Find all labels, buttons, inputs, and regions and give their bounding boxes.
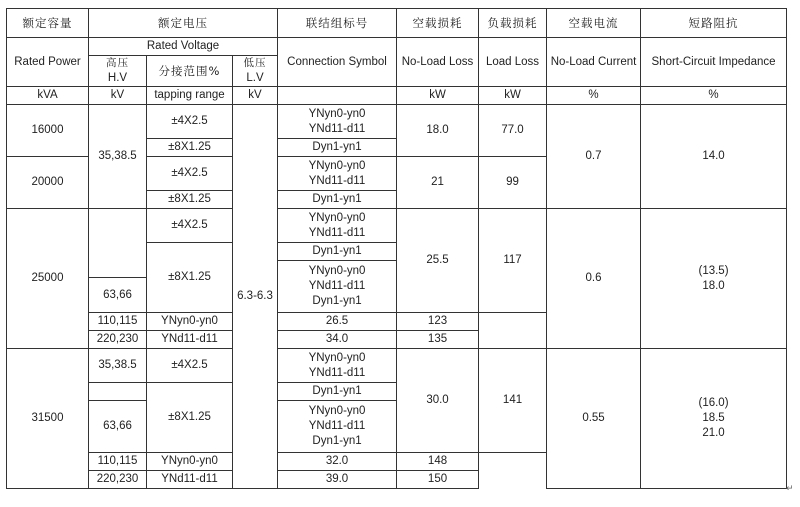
unit-imp: % xyxy=(641,87,787,105)
connection-header: Connection Symbol xyxy=(278,38,397,87)
impedance-cn-header: 短路阻抗 xyxy=(641,9,787,38)
connection-symbol: YNd11-d11 xyxy=(308,226,366,239)
hv-220-230-b: 220,230 xyxy=(89,471,147,489)
hv-label: H.V xyxy=(107,72,128,84)
hv-63-66-b: 63,66 xyxy=(89,401,147,453)
connection-cell xyxy=(278,261,397,313)
connection-symbol: YNd11-d11 xyxy=(147,471,233,489)
connection-symbol: YNyn0-yn0 xyxy=(308,107,366,120)
connection-cell xyxy=(278,401,397,453)
tap-4x-3: ±4X2.5 xyxy=(147,209,233,243)
lv-value: 6.3-6.3 xyxy=(233,105,278,489)
hv-header xyxy=(89,56,147,87)
connection-symbol: YNyn0-yn0 xyxy=(308,159,366,172)
hv-blank-31500 xyxy=(89,383,147,401)
tap-8x-3: ±8X1.25 xyxy=(147,243,233,313)
unit-hv: kV xyxy=(89,87,147,105)
tapping-cn-header: 分接范围% xyxy=(147,56,233,87)
imp-b xyxy=(641,209,787,349)
nll-20000: 21 xyxy=(397,157,479,209)
tap-4x-4: ±4X2.5 xyxy=(147,349,233,383)
power-20000: 20000 xyxy=(7,157,89,209)
connection-symbol: YNyn0-yn0 xyxy=(147,453,233,471)
unit-ll: kW xyxy=(479,87,547,105)
power-16000: 16000 xyxy=(7,105,89,157)
impedance-header: Short-Circuit Impedance xyxy=(641,38,787,87)
tap-8x-2: ±8X1.25 xyxy=(147,191,233,209)
tap-8x-4: ±8X1.25 xyxy=(147,383,233,453)
unit-lv: kV xyxy=(233,87,278,105)
connection-symbol: YNyn0-yn0 xyxy=(147,313,233,331)
return-mark: ↵ xyxy=(786,484,794,494)
unit-nll: kW xyxy=(397,87,479,105)
load-loss-cn-header: 负载损耗 xyxy=(479,9,547,38)
nll-25000: 25.5 xyxy=(397,209,479,313)
nlc-c: 0.55 xyxy=(547,349,641,489)
connection-symbol: YNyn0-yn0 xyxy=(308,351,366,364)
nll-25000-110: 26.5 xyxy=(278,313,397,331)
imp-a: 14.0 xyxy=(641,105,787,209)
no-load-current-header: No-Load Current xyxy=(547,38,641,87)
ll-31500-220: 150 xyxy=(397,471,479,489)
connection-symbol: YNd11-d11 xyxy=(308,420,366,432)
connection-symbol: YNd11-d11 xyxy=(147,331,233,349)
impedance-value: 18.5 xyxy=(702,412,725,424)
ll-31500: 141 xyxy=(479,349,547,453)
hv-35-38.5-b: 35,38.5 xyxy=(89,349,147,383)
connection-symbol: YNd11-d11 xyxy=(308,280,366,292)
unit-connection xyxy=(278,87,397,105)
impedance-value: (13.5) xyxy=(698,264,729,277)
connection-cn-header: 联结组标号 xyxy=(278,9,397,38)
hv-63-66-a: 63,66 xyxy=(89,278,147,313)
rated-voltage-header: Rated Voltage xyxy=(89,38,278,56)
nll-16000: 18.0 xyxy=(397,105,479,157)
connection-symbol: Dyn1-yn1 xyxy=(312,295,362,307)
nll-25000-220: 34.0 xyxy=(278,331,397,349)
connection-symbol: YNyn0-yn0 xyxy=(308,405,366,417)
nll-31500-110: 32.0 xyxy=(278,453,397,471)
load-loss-header: Load Loss xyxy=(479,38,547,87)
hv-blank-25000 xyxy=(89,209,147,278)
power-31500: 31500 xyxy=(7,349,89,489)
impedance-value: (16.0) xyxy=(698,397,729,409)
nlc-b: 0.6 xyxy=(547,209,641,349)
no-load-loss-cn-header: 空载损耗 xyxy=(397,9,479,38)
rated-power-cn-header: 额定容量 xyxy=(7,9,89,38)
connection-cell xyxy=(278,105,397,139)
ll-16000: 77.0 xyxy=(479,105,547,157)
connection-symbol: YNd11-d11 xyxy=(308,174,366,187)
connection-cell xyxy=(278,157,397,191)
connection-symbol: Dyn1-yn1 xyxy=(278,243,397,261)
nll-31500: 30.0 xyxy=(397,349,479,453)
imp-c xyxy=(641,349,787,489)
ll-25000: 117 xyxy=(479,209,547,313)
tap-8x-1: ±8X1.25 xyxy=(147,139,233,157)
ll-25000-220: 135 xyxy=(397,331,479,349)
lv-cn-label: 低压 xyxy=(243,57,267,69)
ll-31500-110: 148 xyxy=(397,453,479,471)
connection-cell xyxy=(278,349,397,383)
connection-cell xyxy=(278,209,397,243)
unit-nlc: % xyxy=(547,87,641,105)
connection-symbol: YNd11-d11 xyxy=(308,366,366,379)
hv-35-38.5-a: 35,38.5 xyxy=(89,105,147,209)
connection-symbol: Dyn1-yn1 xyxy=(278,383,397,401)
hv-cn-label: 高压 xyxy=(106,57,129,69)
connection-symbol: Dyn1-yn1 xyxy=(312,435,362,447)
connection-symbol: YNyn0-yn0 xyxy=(308,265,366,277)
impedance-value: 18.0 xyxy=(702,279,725,292)
rated-power-header: Rated Power xyxy=(7,38,89,87)
connection-symbol: YNyn0-yn0 xyxy=(308,211,366,224)
hv-220-230-a: 220,230 xyxy=(89,331,147,349)
connection-symbol: Dyn1-yn1 xyxy=(278,191,397,209)
lv-label: L.V xyxy=(246,72,264,84)
hv-110-115-b: 110,115 xyxy=(89,453,147,471)
rated-voltage-cn-header: 额定电压 xyxy=(89,9,278,38)
unit-power: kVA xyxy=(7,87,89,105)
nlc-a: 0.7 xyxy=(547,105,641,209)
hv-110-115-a: 110,115 xyxy=(89,313,147,331)
no-load-loss-header: No-Load Loss xyxy=(397,38,479,87)
lv-header xyxy=(233,56,278,87)
no-load-current-cn-header: 空载电流 xyxy=(547,9,641,38)
power-25000: 25000 xyxy=(7,209,89,349)
tap-4x-1: ±4X2.5 xyxy=(147,105,233,139)
connection-symbol: Dyn1-yn1 xyxy=(278,139,397,157)
impedance-value: 21.0 xyxy=(702,427,725,439)
tap-4x-2: ±4X2.5 xyxy=(147,157,233,191)
nll-31500-220: 39.0 xyxy=(278,471,397,489)
transformer-spec-table xyxy=(6,8,787,489)
connection-symbol: YNd11-d11 xyxy=(308,122,366,135)
tapping-range-label: tapping range xyxy=(147,87,233,105)
ll-20000: 99 xyxy=(479,157,547,209)
ll-25000-110: 123 xyxy=(397,313,479,331)
